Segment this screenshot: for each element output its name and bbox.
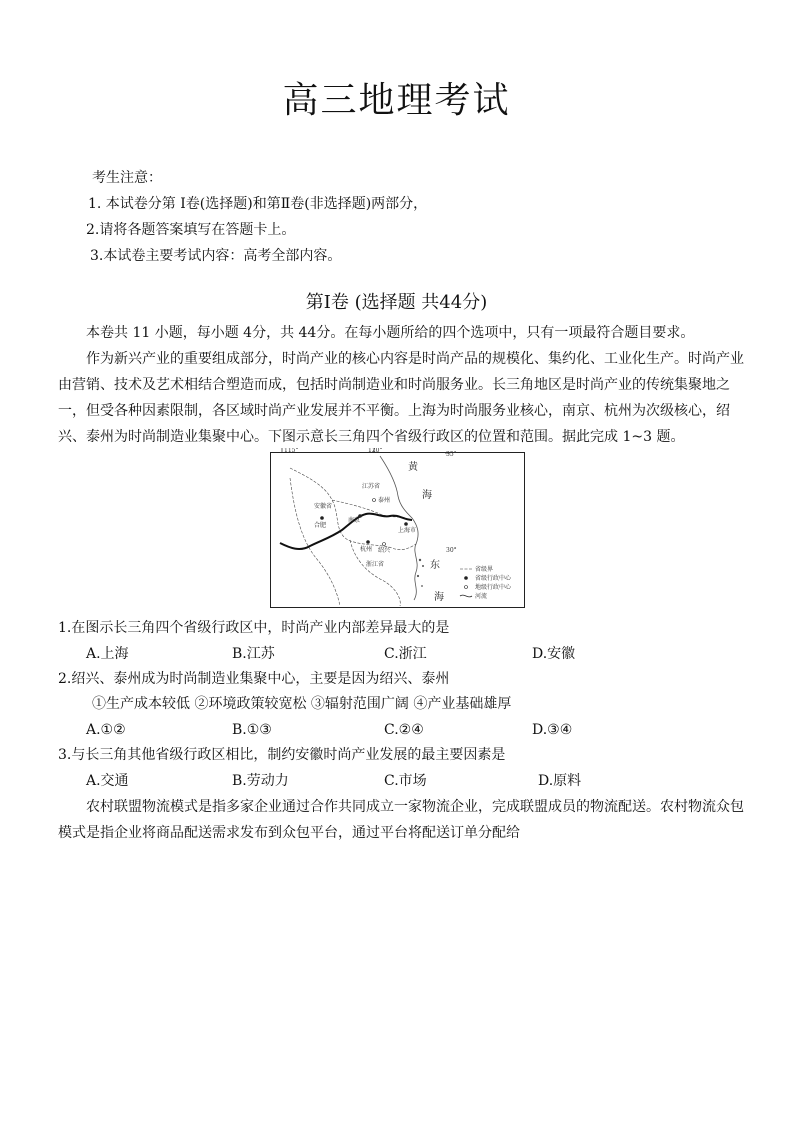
province-label: 江苏省	[362, 483, 381, 490]
section-title: 第Ⅰ卷 (选择题 共44分)	[305, 292, 488, 313]
sea-label: 东	[430, 560, 440, 571]
sea-label: 海	[422, 490, 432, 501]
province-label: 浙江省	[366, 561, 385, 568]
notes-item: 3.本试卷主要考试内容：高考全部内容。	[90, 248, 342, 264]
city-label: 南京	[348, 517, 361, 524]
question-3-stem: 3.与长三角其他省级行政区相比，制约安徽时尚产业发展的最主要因素是	[58, 747, 506, 763]
option-d: D.原料	[538, 773, 582, 789]
lat-label: 35°	[446, 451, 457, 458]
notes-item: 2.请将各题答案填写在答题卡上。	[86, 222, 296, 238]
city-label: 泰州	[378, 497, 391, 504]
option-b: B.①③	[232, 722, 272, 738]
sea-label: 海	[434, 592, 444, 603]
passage-2: 农村联盟物流模式是指多家企业通过合作共同成立一家物流企业，完成联盟成员的物流配送。农村物流众包模式是指企业将商品配送需求发布到众包平台，通过平台将配送订单分配给	[58, 799, 744, 841]
option-c: C.市场	[384, 773, 427, 789]
question-2-statements: ①生产成本较低 ②环境政策较宽松 ③辐射范围广阔 ④产业基础雄厚	[92, 696, 512, 712]
option-b: B.劳动力	[232, 773, 289, 789]
city-label: 合肥	[314, 522, 327, 529]
question-1-stem: 1.在图示长三角四个省级行政区中，时尚产业内部差异最大的是	[58, 620, 450, 636]
instructions: 本卷共 11 小题，每小题 4分，共 44分。在每小题所给的四个选项中，只有一项最符合题目要求。	[86, 325, 695, 341]
exam-notes	[88, 165, 427, 269]
notes-heading: 考生注意：	[92, 170, 162, 186]
lon-label: 120°	[368, 448, 383, 454]
option-a: A.上海	[86, 646, 129, 662]
option-c: C.浙江	[384, 646, 427, 662]
lon-label: 115°	[284, 448, 299, 454]
city-label: 杭州	[360, 546, 373, 553]
yangtze-delta-map	[270, 448, 526, 608]
city-label: 绍兴	[378, 547, 391, 554]
city-label: 上海市	[398, 527, 417, 534]
option-a: A.交通	[86, 773, 129, 789]
option-b: B.江苏	[232, 646, 275, 662]
exam-title: 高三地理考试	[282, 80, 511, 121]
legend-label: 地级行政中心	[475, 584, 512, 591]
option-d: D.③④	[532, 722, 573, 738]
legend-label: 省级行政中心	[475, 575, 512, 582]
passage-1: 作为新兴产业的重要组成部分，时尚产业的核心内容是时尚产品的规模化、集约化、工业化生产。时尚产业由营销、技术及艺术相结合塑造而成，包括时尚制造业和时尚服务业。长三角地区是时尚产业的传统集聚地之一，但受各种因素限制，各区域时尚产业发展并不平衡。上海为时尚服务业核心，南京、杭州为次级核心，绍兴、泰州为时尚制造业集聚中心。下图示意长三角四个省级行政区的位置和范围。据此完成 1~3 题。	[58, 351, 744, 445]
legend-label: 河流	[475, 593, 488, 600]
notes-item: 1. 本试卷分第 Ⅰ卷(选择题)和第Ⅱ卷(非选择题)两部分，	[88, 196, 428, 212]
sea-label: 黄	[408, 462, 418, 473]
lat-label: 30°	[446, 547, 457, 554]
option-d: D.安徽	[532, 646, 576, 662]
option-c: C.②④	[384, 722, 424, 738]
province-label: 安徽省	[314, 503, 333, 510]
legend-label: 省级界	[475, 566, 494, 573]
option-a: A.①②	[86, 722, 126, 738]
question-2-stem: 2.绍兴、泰州成为时尚制造业集聚中心，主要是因为绍兴、泰州	[58, 671, 450, 687]
